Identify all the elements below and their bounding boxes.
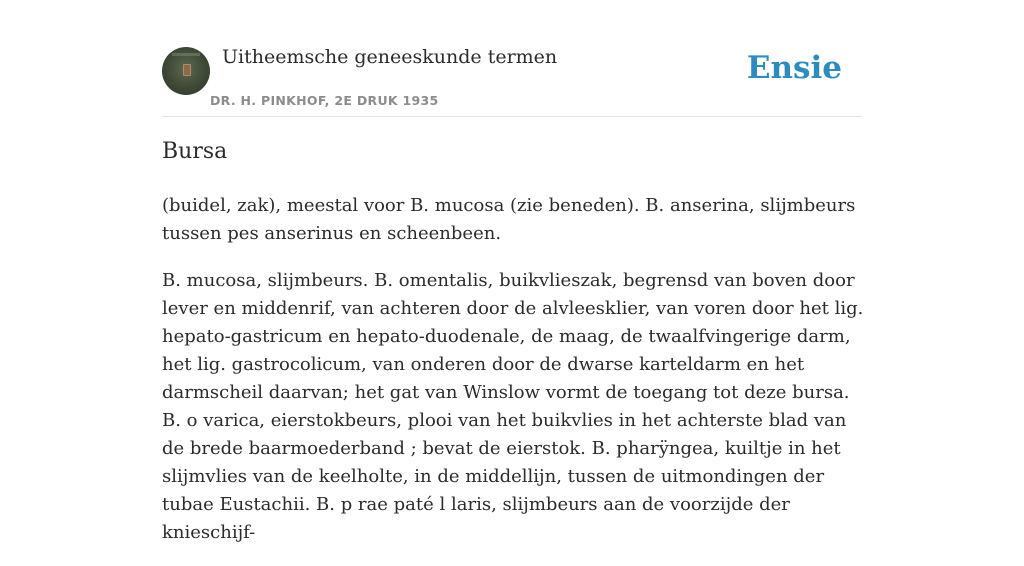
cover-emblem bbox=[183, 64, 191, 76]
entry-paragraph: B. mucosa, slijmbeurs. B. omentalis, buikvlieszak, begrensd van boven door lever en middenrif, van achteren door de alvleesklier, van voren door het lig. hepato-gastricum en hepato-duodenale, de maag, de twaalfvingerige darm, het lig. gastrocolicum, van onderen door de dwarse karteldarm en het darmscheil daarvan; het gat van Winslow vormt de toegang tot deze bursa. B. o varica, eierstokbeurs, plooi van het buikvlies in het achterste blad van de brede baarmoederband ; bevat de eierstok. B. pharÿngea, kuiltje in het slijmvlies van de keelholte, in de middellijn, tussen de uitmondingen der tubae Eustachii. B. p rae paté l laris, slijmbeurs aan de voorzijde der knieschijf- bbox=[162, 270, 864, 543]
brand-logo-link[interactable]: Ensie bbox=[746, 50, 842, 86]
book-title[interactable]: Uitheemsche geneeskunde termen bbox=[222, 46, 558, 68]
entry-paragraph: (buidel, zak), meestal voor B. mucosa (zie beneden). B. anserina, slijmbeurs tussen pes anserinus en scheenbeen. bbox=[162, 195, 856, 244]
book-cover-icon[interactable] bbox=[162, 47, 210, 95]
book-author: DR. H. PINKHOF, 2E DRUK 1935 bbox=[210, 93, 439, 108]
entry-title: Bursa bbox=[162, 139, 228, 164]
cover-band bbox=[172, 53, 200, 56]
entry-body bbox=[162, 192, 864, 566]
header bbox=[162, 40, 862, 117]
